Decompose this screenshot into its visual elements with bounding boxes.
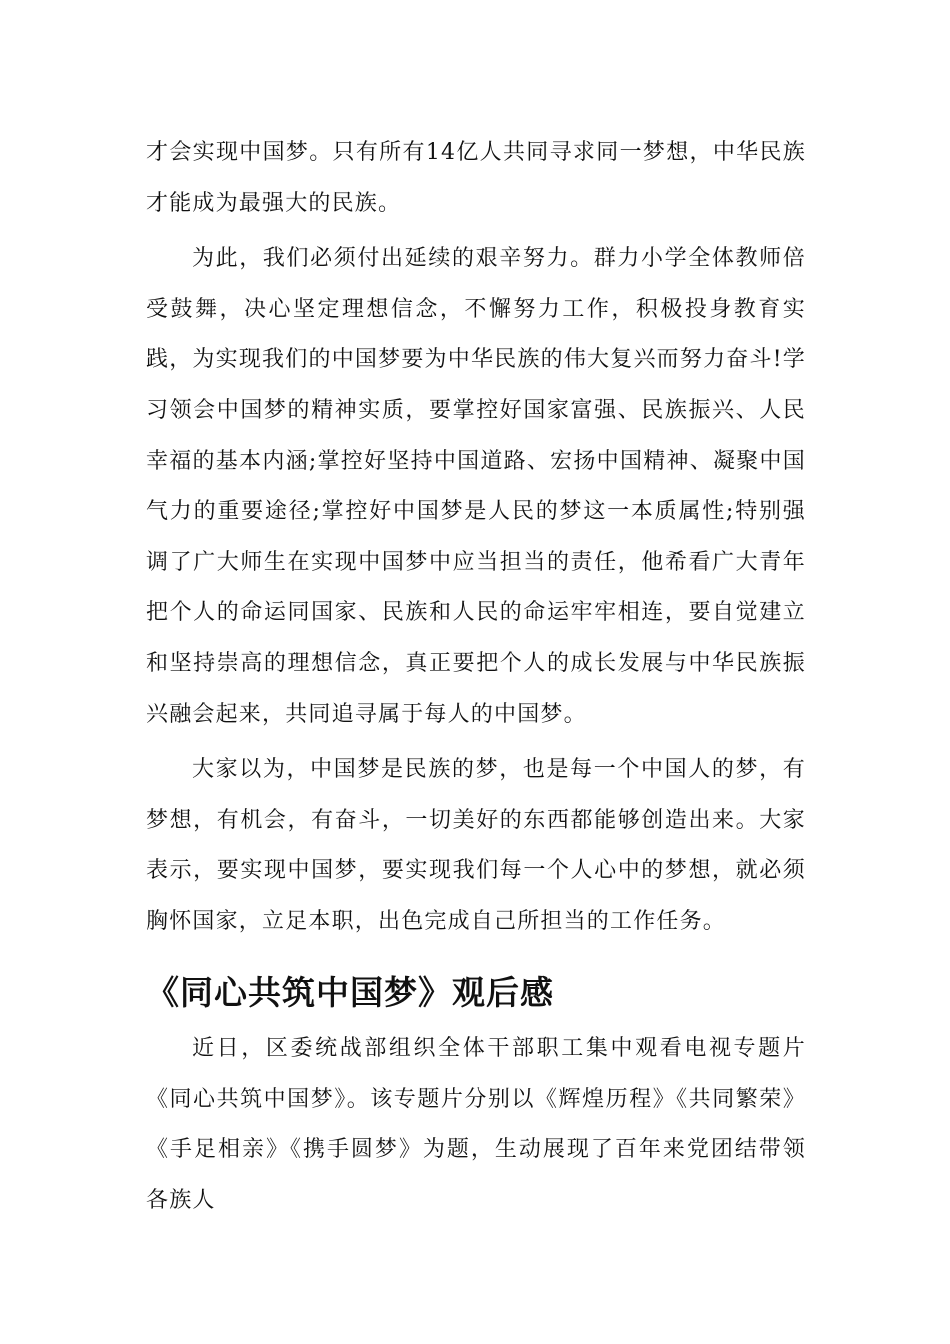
section-title: 《同心共筑中国梦》观后感 — [146, 972, 554, 1012]
document-body — [146, 128, 806, 1231]
paragraph-continuation: 才会实现中国梦。只有所有14亿人共同寻求同一梦想，中华民族才能成为最强大的民族。 — [146, 140, 806, 216]
paragraph-everyone-dream: 大家以为，中国梦是民族的梦，也是每一个中国人的梦，有梦想，有机会，有奋斗，一切美好的东西都能够创造出来。大家表示，要实现中国梦，要实现我们每一个人心中的梦想，就必须胸怀国家，立足本职，出色完成自己所担当的工作任务。 — [146, 757, 806, 934]
paragraph-section-intro: 近日，区委统战部组织全体干部职工集中观看电视专题片《同心共筑中国梦》。该专题片分别以《辉煌历程》《共同繁荣》《手足相亲》《携手圆梦》为题，生动展现了百年来党团结带领各族人 — [146, 1036, 806, 1213]
paragraph-teachers-commitment: 为此，我们必须付出延续的艰辛努力。群力小学全体教师倍受鼓舞，决心坚定理想信念，不懈努力工作，积极投身教育实践，为实现我们的中国梦要为中华民族的伟大复兴而努力奋斗!学习领会中国梦的精神实质，要掌控好国家富强、民族振兴、人民幸福的基本内涵;掌控好坚持中国道路、宏扬中国精神、凝聚中国气力的重要途径;掌控好中国梦是人民的梦这一本质属性;特别强调了广大师生在实现中国梦中应当担当的责任，他希看广大青年把个人的命运同国家、民族和人民的命运牢牢相连，要自觉建立和坚持崇高的理想信念，真正要把个人的成长发展与中华民族振兴融会起来，共同追寻属于每人的中国梦。 — [146, 246, 806, 727]
